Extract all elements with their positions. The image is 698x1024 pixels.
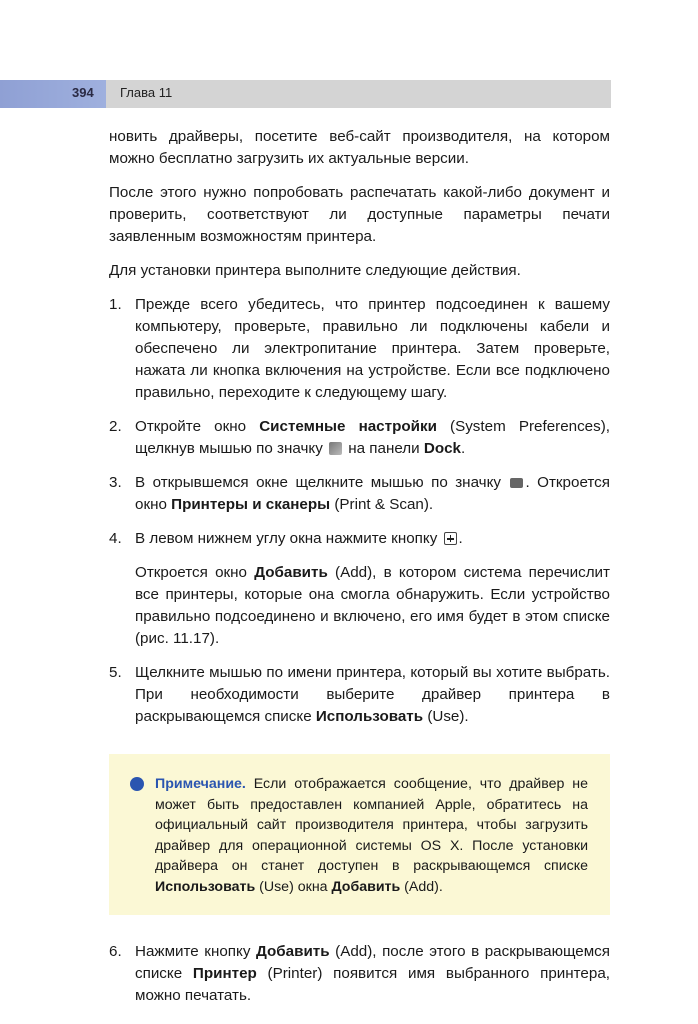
bold-term: Принтеры и сканеры [171, 496, 331, 513]
system-preferences-icon [329, 442, 342, 455]
bold-term: Добавить [331, 878, 401, 895]
note-box: Примечание. Если отображается сообщение, что драйвер не может быть предоставлен компанией Apple, обратитесь на официальный сайт производителя принтера, чтобы загрузить драйвер для операционной системы OS X. После установки драйвера он станет доступен в раскрывающемся списке Использовать (Use) окна Добавить (Add). [109, 754, 610, 915]
steps-list [109, 294, 610, 728]
step-number: 5. [109, 664, 122, 681]
step-text: Нажмите кнопку Добавить (Add), после этого в раскрывающемся списке Принтер (Printer) появится имя выбранного принтера, можно печатать. [135, 943, 610, 1004]
bold-term: Добавить [254, 564, 328, 581]
step-number: 2. [109, 418, 122, 435]
list-item [109, 528, 610, 650]
step-number: 3. [109, 474, 122, 491]
bold-term: Использовать [155, 878, 256, 895]
chapter-title: Глава 11 [120, 85, 173, 100]
steps-list-continued [109, 941, 610, 1007]
note-bullet-icon [130, 777, 144, 791]
paragraph: После этого нужно попробовать распечатать какой-либо документ и проверить, соответствуют ли доступные параметры печати заявленным возможностям принтера. [109, 184, 610, 245]
bold-term: Принтер [192, 965, 257, 982]
step-text: В открывшемся окне щелкните мышью по значку . Откроется окно Принтеры и сканеры (Print & Scan). [135, 474, 610, 513]
step-number: 1. [109, 296, 122, 313]
list-item [109, 416, 610, 460]
step-number: 6. [109, 943, 122, 960]
page-number-box [0, 80, 106, 108]
printer-icon [510, 478, 523, 488]
list-item [109, 472, 610, 516]
note-label: Примечание. [155, 776, 246, 792]
page-header [0, 80, 611, 108]
paragraph: Для установки принтера выполните следующие действия. [109, 262, 521, 279]
step-text: Щелкните мышью по имени принтера, который вы хотите выбрать. При необходимости выберите драйвер принтера в раскрывающемся списке Использовать (Use). [135, 664, 610, 725]
step-text: Прежде всего убедитесь, что принтер подсоединен к вашему компьютеру, проверьте, правильно ли подключены кабели и обеспечено ли электропитание принтера. Затем проверьте, нажата ли кнопка включения на устройстве. Если все подключено правильно, переходите к следующему шагу. [135, 296, 610, 401]
page-content [109, 126, 610, 1019]
paragraph: новить драйверы, посетите веб-сайт производителя, на котором можно бесплатно загрузить их актуальные версии. [109, 128, 610, 167]
bold-term: Добавить [256, 943, 330, 960]
step-subparagraph: Откроется окно Добавить (Add), в котором система перечислит все принтеры, которые она смогла обнаружить. Если устройство правильно подсоединено и включено, его имя будет в этом списке (рис. 11.17). [135, 564, 610, 647]
step-number: 4. [109, 530, 122, 547]
add-plus-icon [444, 532, 457, 545]
step-text: Откройте окно Системные настройки (System Preferences), щелкнув мышью по значку на панели Dock. [135, 418, 610, 457]
list-item [109, 662, 610, 728]
list-item [109, 941, 610, 1007]
step-text: В левом нижнем углу окна нажмите кнопку . [135, 530, 463, 547]
bold-term: Системные настройки [259, 418, 437, 435]
bold-term: Dock [423, 440, 461, 457]
list-item [109, 294, 610, 404]
bold-term: Использовать [315, 708, 424, 725]
page-number: 394 [72, 85, 94, 100]
